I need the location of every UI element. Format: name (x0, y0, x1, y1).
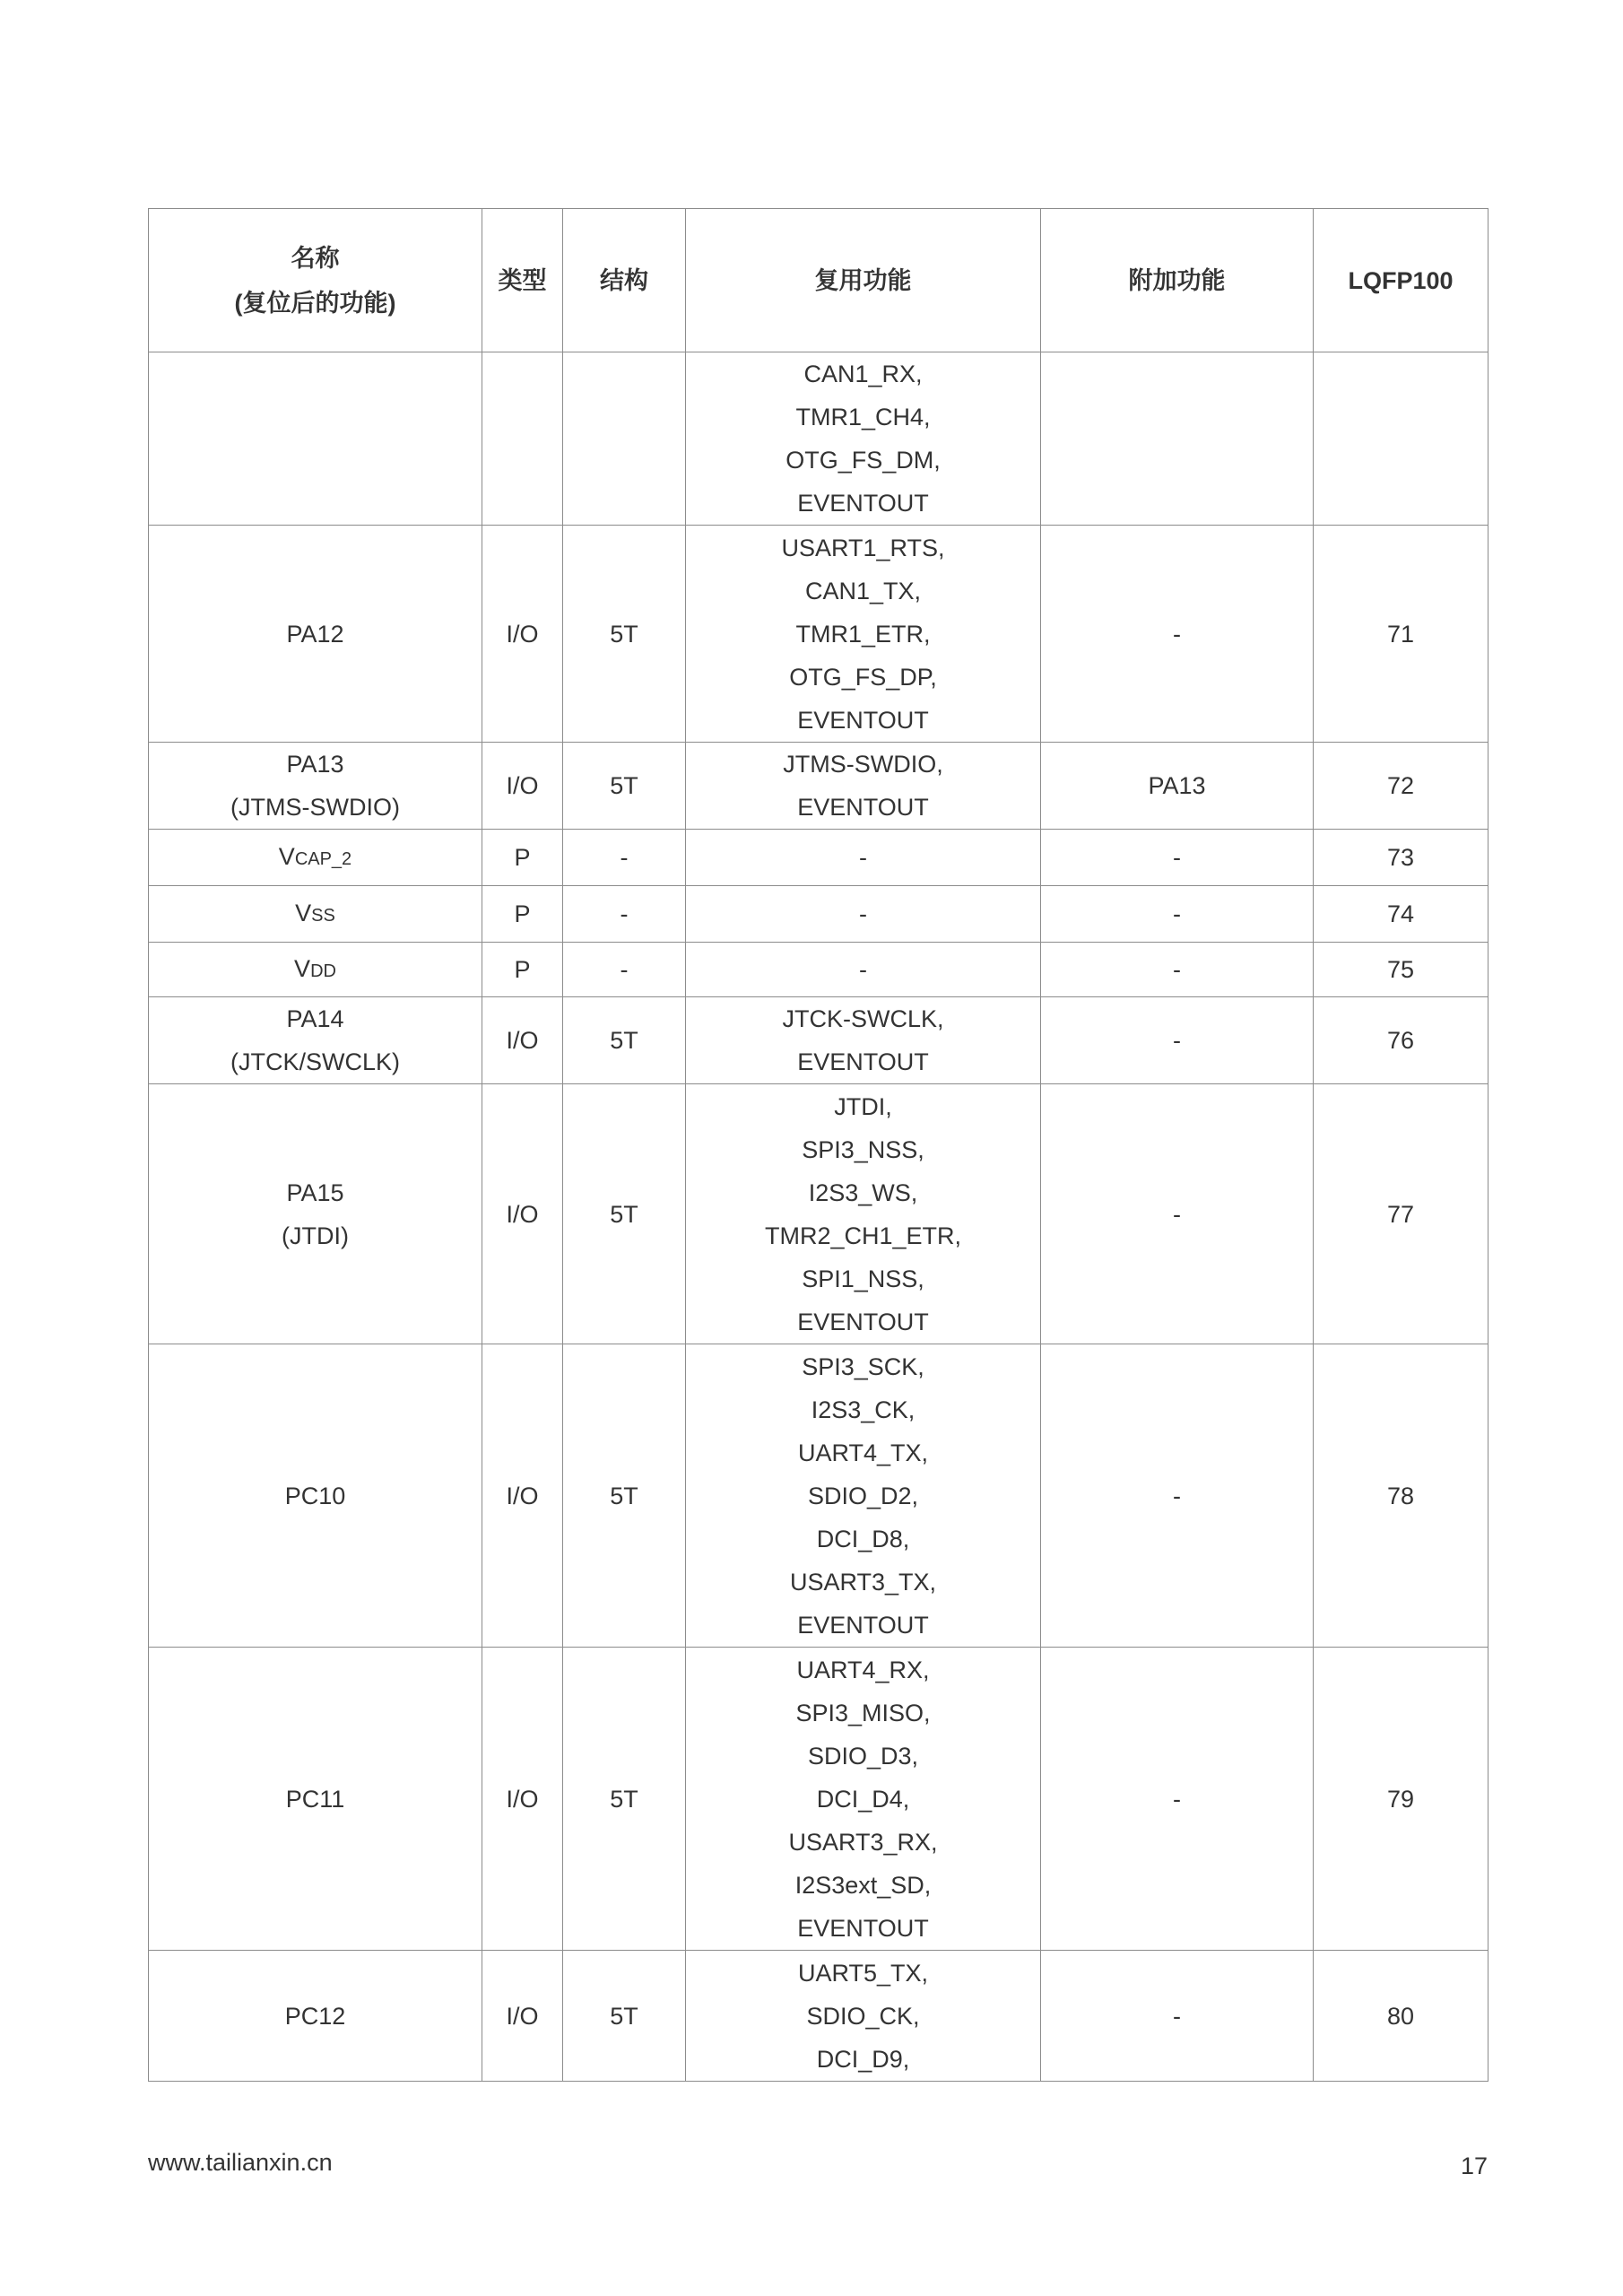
pin-name-line: PA14 (286, 1005, 344, 1032)
cell-structure: - (563, 830, 686, 886)
alt-function-line: TMR1_ETR, (795, 620, 931, 648)
alt-function-line: TMR2_CH1_ETR, (764, 1222, 962, 1249)
table-header-row (149, 209, 1488, 352)
cell-alt-functions (686, 526, 1041, 743)
alt-function-line: USART3_RX, (788, 1828, 938, 1856)
alt-function-line: EVENTOUT (797, 1308, 929, 1335)
cell-structure: - (563, 886, 686, 943)
table-row (149, 526, 1488, 743)
table-row (149, 1344, 1488, 1648)
cell-additional-functions: - (1041, 943, 1314, 997)
cell-alt-functions (686, 1951, 1041, 2082)
cell-alt-functions (686, 743, 1041, 830)
alt-function-line: EVENTOUT (797, 794, 929, 821)
cell-alt-functions (686, 352, 1041, 526)
cell-pin-name (149, 526, 482, 743)
cell-pin-name (149, 997, 482, 1084)
alt-function-line: CAN1_TX, (804, 577, 922, 604)
alt-function-line: SDIO_D2, (807, 1482, 919, 1509)
cell-alt-functions (686, 830, 1041, 886)
alt-function-line: EVENTOUT (797, 1914, 929, 1942)
cell-type: I/O (482, 743, 563, 830)
cell-alt-functions (686, 1648, 1041, 1951)
alt-function-line: JTDI, (834, 1092, 892, 1120)
cell-pin-name (149, 943, 482, 997)
cell-type: P (482, 943, 563, 997)
alt-function-line: EVENTOUT (797, 490, 929, 517)
pin-name-line: PA13 (286, 751, 344, 778)
cell-structure: 5T (563, 1951, 686, 2082)
alt-function-line: - (859, 900, 867, 927)
alt-function-line: DCI_D4, (816, 1785, 910, 1813)
alt-function-line: SDIO_D3, (807, 1742, 919, 1770)
alt-function-line: SPI1_NSS, (802, 1265, 924, 1292)
pin-name-main: V (295, 899, 312, 926)
pin-name-line: PA12 (286, 620, 344, 648)
pin-definition-table (148, 208, 1488, 2082)
table-row (149, 1648, 1488, 1951)
table-row (149, 997, 1488, 1084)
table-row (149, 352, 1488, 526)
alt-function-line: I2S3_WS, (808, 1178, 918, 1206)
alt-function-line: UART5_TX, (797, 1959, 929, 1987)
cell-alt-functions (686, 1344, 1041, 1648)
alt-function-line: JTMS-SWDIO, (783, 751, 943, 778)
cell-additional-functions: - (1041, 1344, 1314, 1648)
pin-name-main: V (294, 954, 311, 982)
header-name (149, 209, 482, 352)
cell-pin-name (149, 1344, 482, 1648)
alt-function-line: SPI3_SCK, (802, 1352, 924, 1380)
pin-name-subscript: SS (311, 905, 335, 926)
header-alt-functions: 复用功能 (686, 209, 1041, 352)
alt-function-line: TMR1_CH4, (795, 404, 931, 430)
cell-structure: 5T (563, 526, 686, 743)
cell-structure: 5T (563, 743, 686, 830)
alt-function-line: UART4_RX, (796, 1656, 930, 1683)
alt-function-line: EVENTOUT (797, 706, 929, 734)
cell-type: P (482, 886, 563, 943)
cell-pin-number: 77 (1314, 1084, 1488, 1344)
header-name-line1: 名称 (291, 244, 340, 272)
cell-pin-name (149, 1951, 482, 2082)
header-structure: 结构 (563, 209, 686, 352)
pin-name-line: (JTCK/SWCLK) (230, 1048, 400, 1075)
pin-name-line: (JTMS-SWDIO) (230, 794, 400, 821)
alt-function-line: SDIO_CK, (806, 2002, 920, 2030)
cell-type: I/O (482, 1344, 563, 1648)
table-row (149, 1951, 1488, 2082)
cell-type: I/O (482, 1084, 563, 1344)
cell-pin-number: 75 (1314, 943, 1488, 997)
alt-function-line: EVENTOUT (797, 1048, 929, 1075)
pin-name-line: (JTDI) (282, 1222, 349, 1249)
cell-type: I/O (482, 997, 563, 1084)
cell-alt-functions (686, 943, 1041, 997)
alt-function-line: USART3_TX, (789, 1568, 937, 1596)
cell-type: I/O (482, 526, 563, 743)
header-type: 类型 (482, 209, 563, 352)
header-name-line2: (复位后的功能) (234, 289, 396, 317)
cell-pin-name (149, 743, 482, 830)
cell-additional-functions: - (1041, 886, 1314, 943)
cell-pin-number: 71 (1314, 526, 1488, 743)
cell-structure: 5T (563, 1084, 686, 1344)
alt-function-line: SPI3_NSS, (802, 1135, 924, 1163)
alt-function-line: - (859, 956, 867, 983)
cell-alt-functions (686, 886, 1041, 943)
cell-additional-functions: - (1041, 1648, 1314, 1951)
table-row (149, 830, 1488, 886)
table-row (149, 886, 1488, 943)
alt-function-line: I2S3_CK, (811, 1396, 916, 1423)
cell-additional-functions: - (1041, 997, 1314, 1084)
pin-name-main: V (278, 842, 295, 870)
cell-additional-functions: - (1041, 1951, 1314, 2082)
cell-type (482, 352, 563, 526)
alt-function-line: - (859, 844, 867, 871)
cell-type: P (482, 830, 563, 886)
pin-name-line: PC11 (285, 1785, 345, 1813)
pin-name-line: PA15 (286, 1178, 344, 1206)
cell-pin-number: 73 (1314, 830, 1488, 886)
cell-alt-functions (686, 997, 1041, 1084)
alt-function-line: SPI3_MISO, (795, 1699, 931, 1726)
cell-additional-functions: - (1041, 1084, 1314, 1344)
cell-structure: 5T (563, 1648, 686, 1951)
pin-name-subscript: CAP_2 (294, 848, 352, 869)
alt-function-line: EVENTOUT (797, 1611, 929, 1639)
cell-pin-name (149, 1648, 482, 1951)
cell-additional-functions: PA13 (1041, 743, 1314, 830)
cell-structure (563, 352, 686, 526)
cell-pin-name (149, 886, 482, 943)
footer-url: www.tailianxin.cn (148, 2149, 333, 2176)
cell-pin-number: 79 (1314, 1648, 1488, 1951)
header-pin-lqfp100: LQFP100 (1314, 209, 1488, 352)
cell-pin-number: 78 (1314, 1344, 1488, 1648)
cell-type: I/O (482, 1648, 563, 1951)
cell-pin-name (149, 1084, 482, 1344)
cell-structure: - (563, 943, 686, 997)
alt-function-line: DCI_D8, (816, 1525, 910, 1552)
table-row (149, 743, 1488, 830)
cell-additional-functions: - (1041, 526, 1314, 743)
cell-pin-name (149, 830, 482, 886)
cell-additional-functions: - (1041, 830, 1314, 886)
alt-function-line: DCI_D9, (816, 2045, 910, 2073)
alt-function-line: JTCK-SWCLK, (782, 1005, 944, 1032)
cell-additional-functions (1041, 352, 1314, 526)
cell-pin-number (1314, 352, 1488, 526)
pin-name-line: PC12 (284, 2002, 346, 2030)
cell-pin-number: 74 (1314, 886, 1488, 943)
page-number: 17 (1460, 2152, 1488, 2179)
alt-function-line: CAN1_RX, (803, 361, 923, 387)
alt-function-line: OTG_FS_DM, (785, 447, 941, 474)
header-additional-functions: 附加功能 (1041, 209, 1314, 352)
alt-function-line: USART1_RTS, (781, 534, 945, 561)
alt-function-line: OTG_FS_DP, (789, 663, 937, 691)
cell-alt-functions (686, 1084, 1041, 1344)
alt-function-line: UART4_TX, (797, 1439, 929, 1466)
cell-structure: 5T (563, 1344, 686, 1648)
pin-name-subscript: DD (310, 961, 336, 981)
table-row (149, 1084, 1488, 1344)
cell-pin-number: 80 (1314, 1951, 1488, 2082)
pin-name-line: PC10 (284, 1482, 346, 1509)
cell-structure: 5T (563, 997, 686, 1084)
cell-type: I/O (482, 1951, 563, 2082)
cell-pin-number: 72 (1314, 743, 1488, 830)
table-body (149, 352, 1488, 2082)
table-row (149, 943, 1488, 997)
cell-pin-name (149, 352, 482, 526)
cell-pin-number: 76 (1314, 997, 1488, 1084)
alt-function-line: I2S3ext_SD, (794, 1871, 932, 1899)
